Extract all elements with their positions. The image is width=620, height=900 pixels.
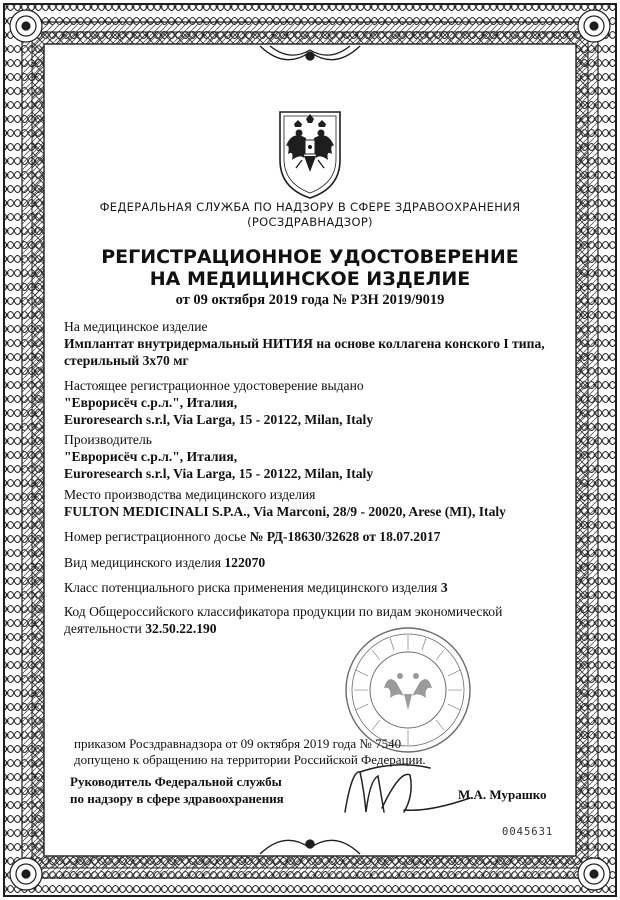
number-sign: № (332, 292, 348, 308)
dossier-label: Номер регистрационного досье (64, 529, 247, 544)
manufacturer-line1: "Еврорисёч с.р.л.", Италия, (64, 449, 238, 464)
signatory-title-line2: по надзору в сфере здравоохранения (70, 791, 284, 806)
manufacturer-label: Производитель (64, 432, 152, 447)
dossier-row (64, 529, 440, 545)
registration-date-number (0, 292, 620, 309)
issued-to-line2: Euroresearch s.r.l, Via Larga, 15 - 20122, Milan, Italy (64, 412, 374, 427)
risk-class-label: Класс потенциального риска применения медицинского изделия (64, 580, 438, 595)
issued-to-label: Настоящее регистрационное удостоверение выдано (64, 378, 364, 393)
okp-code-label-line1: Код Общероссийского классификатора продукции по видам экономической (64, 604, 503, 619)
device-type-value: 122070 (224, 555, 266, 570)
coat-of-arms-emblem (280, 112, 340, 198)
signatory-title-line1: Руководитель Федеральной службы (70, 774, 282, 789)
risk-class-row (64, 580, 448, 596)
agency-abbreviation: (РОСЗДРАВНАДЗОР) (247, 215, 373, 229)
signatory-name: М.А. Мурашко (458, 787, 547, 802)
document-subtitle: НА МЕДИЦИНСКОЕ ИЗДЕЛИЕ (149, 268, 471, 290)
dossier-value: № РД-18630/32628 от 18.07.2017 (249, 529, 441, 544)
device-type-row (64, 555, 265, 571)
production-site-value: FULTON MEDICINALI S.P.A., Via Marconi, 28/9 - 20020, Arese (MI), Italy (64, 504, 506, 519)
order-line1: приказом Росздравнадзора от 09 октября 2019 года № 7540 (74, 736, 402, 751)
device-label: На медицинское изделие (64, 319, 208, 334)
okp-code-label-line2: деятельности (64, 621, 142, 636)
device-type-label: Вид медицинского изделия (64, 555, 221, 570)
agency-name: ФЕДЕРАЛЬНАЯ СЛУЖБА ПО НАДЗОРУ В СФЕРЕ ЗДРАВООХРАНЕНИЯ (99, 200, 521, 214)
okp-code-value: 32.50.22.190 (145, 621, 217, 636)
date-prefix: от (175, 292, 190, 308)
device-name-line2: стерильный 3x70 мг (64, 353, 189, 368)
registration-number: РЗН 2019/9019 (350, 292, 445, 308)
okp-code-row (64, 621, 217, 637)
device-name-line1: Имплантат внутридермальный НИТИЯ на основе коллагена конского I типа, (64, 336, 545, 351)
production-site-label: Место производства медицинского изделия (64, 487, 316, 502)
document-title: РЕГИСТРАЦИОННОЕ УДОСТОВЕРЕНИЕ (101, 246, 519, 268)
issued-to-line1: "Еврорисёч с.р.л.", Италия, (64, 395, 238, 410)
registration-date: 09 октября 2019 года (193, 292, 329, 308)
manufacturer-line2: Euroresearch s.r.l, Via Larga, 15 - 20122, Milan, Italy (64, 466, 374, 481)
risk-class-value: 3 (440, 580, 448, 595)
serial-number: 0045631 (502, 826, 554, 838)
order-line2: допущено к обращению на территории Российской Федерации. (74, 752, 426, 767)
